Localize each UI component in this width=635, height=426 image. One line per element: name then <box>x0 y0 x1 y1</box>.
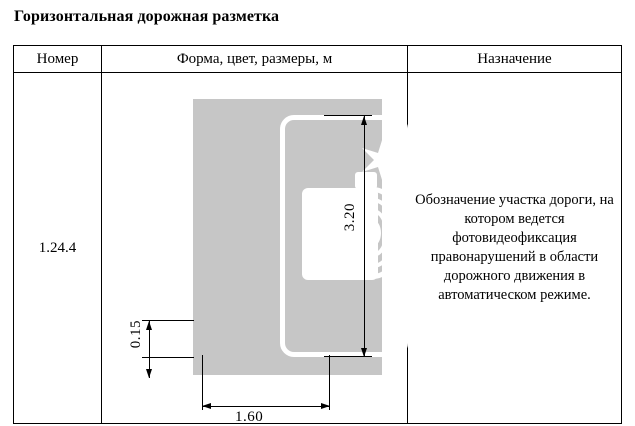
arrowhead-right <box>321 403 330 409</box>
lens-ring-center <box>365 220 381 246</box>
column-header-purpose: Назначение <box>408 46 622 73</box>
page-title: Горизонтальная дорожная разметка <box>14 8 280 25</box>
dimension-label-thickness: 0.15 <box>128 320 144 349</box>
witness-line-right <box>329 355 330 410</box>
arrowhead-down <box>361 348 367 357</box>
marking-purpose-text: Обозначение участка дороги, на котором ведется фотовидеофиксация правонарушений в области дорожного движения в автоматическом режиме. <box>415 191 614 304</box>
marking-number: 1.24.4 <box>14 73 102 424</box>
arrowhead-thickness-down <box>146 369 152 378</box>
column-header-shape: Форма, цвет, размеры, м <box>102 46 408 73</box>
table-row <box>14 73 622 424</box>
table-header-row <box>14 46 622 73</box>
camera-flash-star-icon <box>360 137 406 183</box>
column-header-number: Номер <box>14 46 102 73</box>
arrowhead-left <box>202 403 211 409</box>
camera-marking-diagram <box>102 73 408 423</box>
dimension-label-width: 1.60 <box>235 409 264 425</box>
dimension-line-width <box>202 406 330 407</box>
arrowhead-thickness-up <box>146 321 152 330</box>
marking-purpose-cell <box>408 73 622 424</box>
witness-line-left <box>202 355 203 410</box>
camera-lens-icon <box>340 185 406 281</box>
marking-figure-cell <box>102 73 408 424</box>
dimension-label-height: 3.20 <box>342 203 358 232</box>
arrowhead-up <box>361 116 367 125</box>
road-marking-table <box>13 45 622 424</box>
dimension-line-height <box>364 115 365 357</box>
